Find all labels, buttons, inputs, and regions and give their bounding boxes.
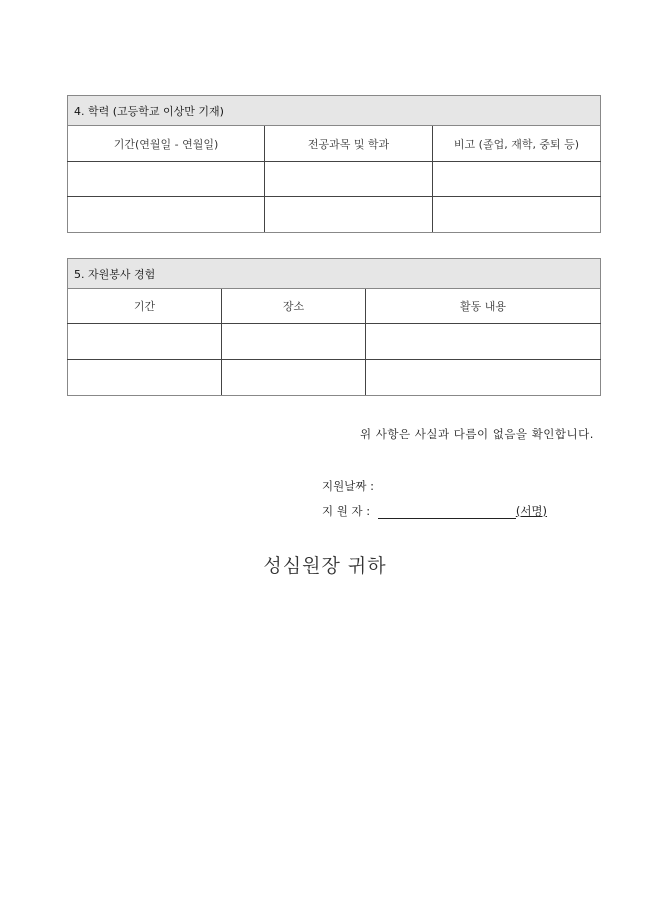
volunteer-header-period: 기간	[68, 289, 222, 324]
table-row	[68, 197, 601, 233]
education-cell-period[interactable]	[68, 197, 265, 233]
education-cell-major[interactable]	[265, 197, 433, 233]
application-date-row	[322, 478, 374, 494]
education-cell-major[interactable]	[265, 162, 433, 197]
education-header-major: 전공과목 및 학과	[265, 126, 433, 162]
confirmation-statement: 위 사항은 사실과 다름이 없음을 확인합니다.	[360, 427, 594, 441]
application-date-label: 지원날짜 :	[322, 479, 374, 493]
education-cell-period[interactable]	[68, 162, 265, 197]
volunteer-section-title: 5. 자원봉사 경험	[68, 259, 601, 289]
education-cell-remarks[interactable]	[433, 197, 601, 233]
volunteer-cell-activity[interactable]	[366, 324, 601, 360]
applicant-label: 지 원 자 :	[322, 504, 371, 518]
table-row	[68, 324, 601, 360]
education-table	[67, 95, 601, 233]
applicant-signature-line[interactable]	[378, 506, 516, 519]
applicant-row	[322, 503, 547, 519]
volunteer-cell-activity[interactable]	[366, 360, 601, 396]
education-header-remarks: 비고 (졸업, 재학, 중퇴 등)	[433, 126, 601, 162]
signature-mark: (서명)	[515, 504, 548, 518]
education-cell-remarks[interactable]	[433, 162, 601, 197]
volunteer-cell-place[interactable]	[222, 324, 366, 360]
volunteer-cell-place[interactable]	[222, 360, 366, 396]
volunteer-header-activity: 활동 내용	[366, 289, 601, 324]
education-section-title: 4. 학력 (고등학교 이상만 기재)	[68, 96, 601, 126]
table-row	[68, 360, 601, 396]
addressee: 성심원장 귀하	[263, 555, 387, 577]
volunteer-cell-period[interactable]	[68, 324, 222, 360]
education-header-period: 기간(연월일 - 연월일)	[68, 126, 265, 162]
volunteer-header-place: 장소	[222, 289, 366, 324]
volunteer-table	[67, 258, 601, 396]
volunteer-cell-period[interactable]	[68, 360, 222, 396]
table-row	[68, 162, 601, 197]
